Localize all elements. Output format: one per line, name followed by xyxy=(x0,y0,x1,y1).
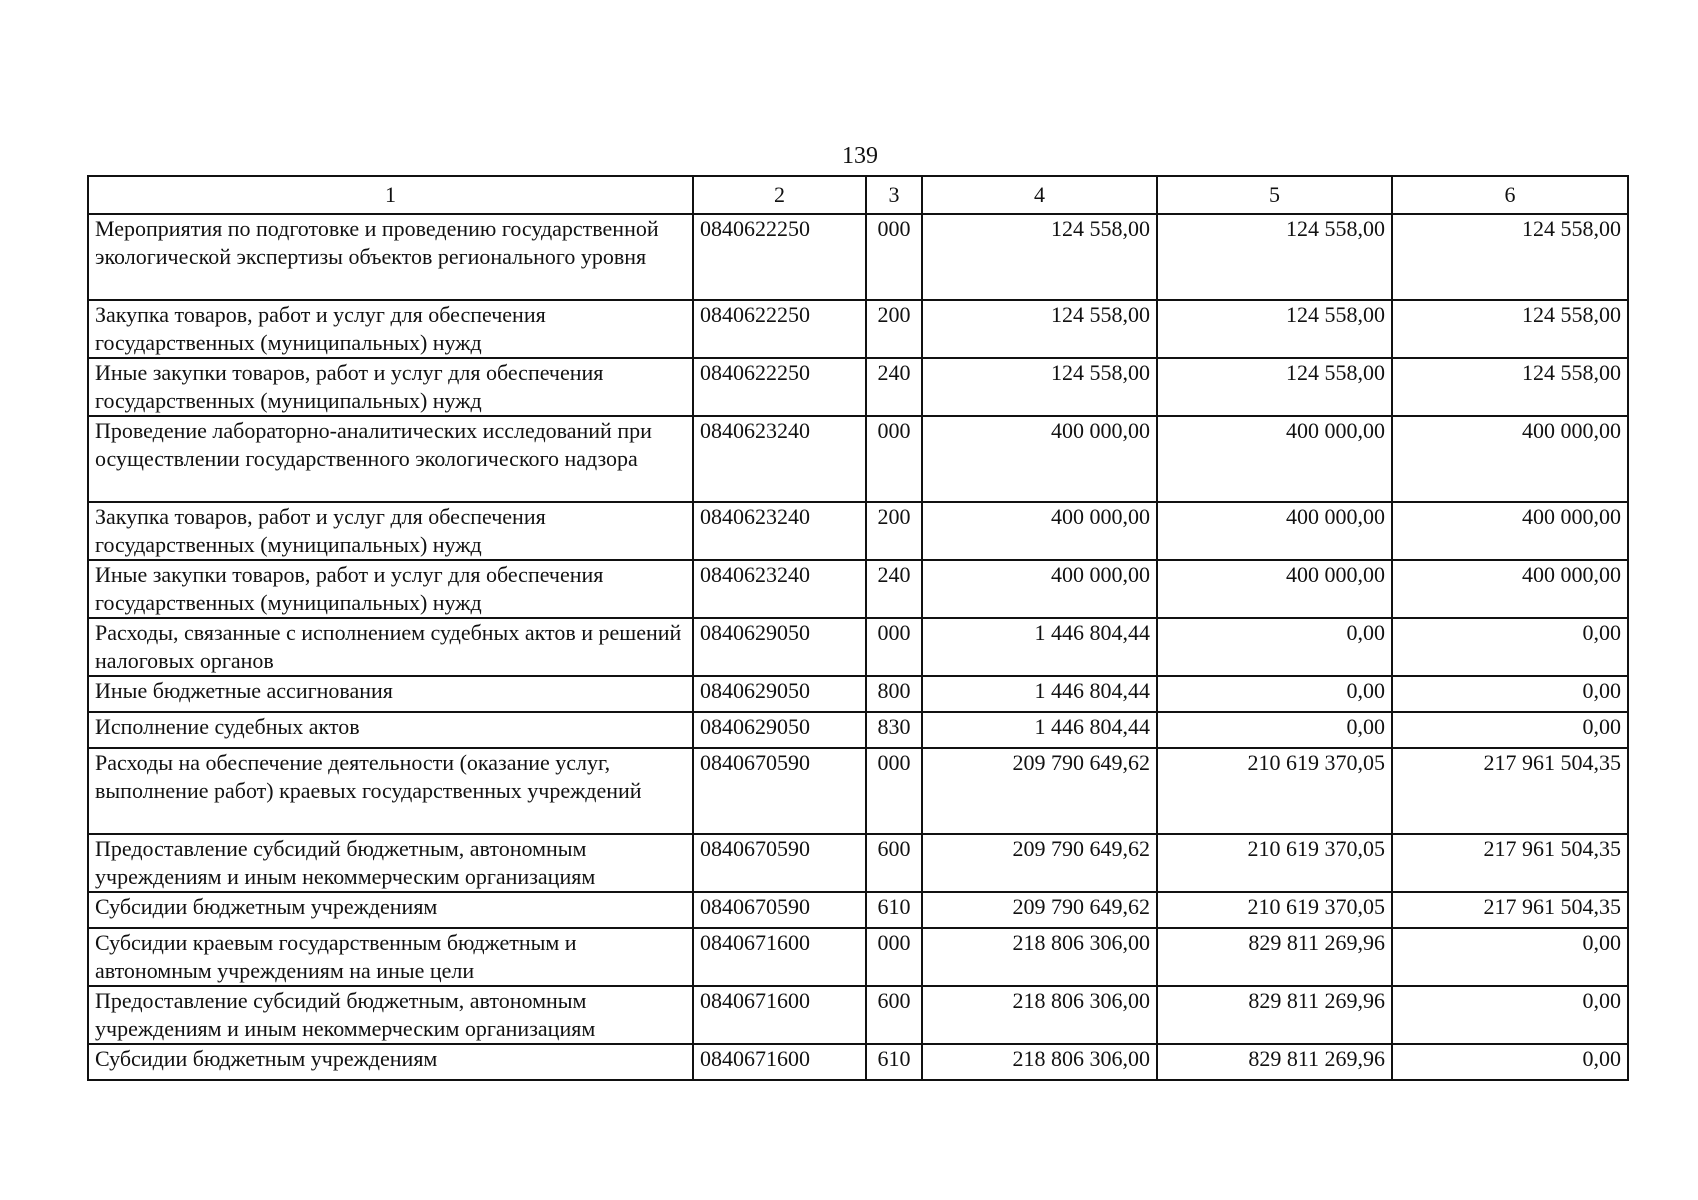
table-row xyxy=(88,416,1628,502)
row-name: Закупка товаров, работ и услуг для обеспечения государственных (муниципальных) нужд xyxy=(88,300,693,358)
row-expense-type: 800 xyxy=(866,676,922,712)
table-row xyxy=(88,928,1628,986)
row-amount-col6: 0,00 xyxy=(1392,618,1628,676)
row-amount-col4: 209 790 649,62 xyxy=(922,834,1157,892)
table-row xyxy=(88,358,1628,416)
row-expense-type: 000 xyxy=(866,618,922,676)
table-row xyxy=(88,712,1628,748)
row-expense-type: 240 xyxy=(866,560,922,618)
row-expense-type: 000 xyxy=(866,416,922,502)
row-amount-col5: 829 811 269,96 xyxy=(1157,986,1392,1044)
row-amount-col5: 210 619 370,05 xyxy=(1157,834,1392,892)
row-amount-col4: 218 806 306,00 xyxy=(922,1044,1157,1080)
row-expense-type: 200 xyxy=(866,300,922,358)
row-amount-col5: 0,00 xyxy=(1157,618,1392,676)
row-amount-col4: 209 790 649,62 xyxy=(922,748,1157,834)
row-name: Закупка товаров, работ и услуг для обеспечения государственных (муниципальных) нужд xyxy=(88,502,693,560)
row-amount-col4: 400 000,00 xyxy=(922,560,1157,618)
row-amount-col6: 400 000,00 xyxy=(1392,560,1628,618)
row-amount-col6: 217 961 504,35 xyxy=(1392,892,1628,928)
row-amount-col6: 0,00 xyxy=(1392,676,1628,712)
row-target-code: 0840670590 xyxy=(693,892,866,928)
row-amount-col4: 209 790 649,62 xyxy=(922,892,1157,928)
row-amount-col5: 124 558,00 xyxy=(1157,300,1392,358)
row-name: Мероприятия по подготовке и проведению государственной экологической экспертизы объектов регионального уровня xyxy=(88,214,693,300)
row-target-code: 0840622250 xyxy=(693,214,866,300)
row-target-code: 0840623240 xyxy=(693,502,866,560)
row-amount-col5: 124 558,00 xyxy=(1157,214,1392,300)
row-expense-type: 200 xyxy=(866,502,922,560)
row-target-code: 0840629050 xyxy=(693,712,866,748)
row-target-code: 0840623240 xyxy=(693,560,866,618)
row-name: Иные бюджетные ассигнования xyxy=(88,676,693,712)
row-target-code: 0840671600 xyxy=(693,986,866,1044)
row-amount-col5: 124 558,00 xyxy=(1157,358,1392,416)
row-amount-col6: 0,00 xyxy=(1392,712,1628,748)
row-amount-col4: 1 446 804,44 xyxy=(922,676,1157,712)
row-amount-col6: 0,00 xyxy=(1392,928,1628,986)
row-expense-type: 000 xyxy=(866,928,922,986)
row-target-code: 0840623240 xyxy=(693,416,866,502)
row-amount-col5: 210 619 370,05 xyxy=(1157,748,1392,834)
row-target-code: 0840670590 xyxy=(693,834,866,892)
row-amount-col4: 400 000,00 xyxy=(922,416,1157,502)
row-amount-col4: 1 446 804,44 xyxy=(922,618,1157,676)
row-name: Проведение лабораторно-аналитических исследований при осуществлении государственного экологического надзора xyxy=(88,416,693,502)
row-amount-col5: 0,00 xyxy=(1157,712,1392,748)
row-expense-type: 000 xyxy=(866,748,922,834)
row-amount-col6: 124 558,00 xyxy=(1392,358,1628,416)
row-name: Исполнение судебных актов xyxy=(88,712,693,748)
row-name: Предоставление субсидий бюджетным, автономным учреждениям и иным некоммерческим организациям xyxy=(88,986,693,1044)
row-amount-col5: 210 619 370,05 xyxy=(1157,892,1392,928)
header-cell-5: 5 xyxy=(1157,176,1392,214)
row-amount-col5: 0,00 xyxy=(1157,676,1392,712)
row-expense-type: 600 xyxy=(866,986,922,1044)
row-amount-col6: 217 961 504,35 xyxy=(1392,834,1628,892)
row-amount-col5: 400 000,00 xyxy=(1157,560,1392,618)
row-target-code: 0840671600 xyxy=(693,928,866,986)
row-target-code: 0840670590 xyxy=(693,748,866,834)
header-cell-3: 3 xyxy=(866,176,922,214)
header-cell-2: 2 xyxy=(693,176,866,214)
row-amount-col6: 0,00 xyxy=(1392,1044,1628,1080)
header-cell-1: 1 xyxy=(88,176,693,214)
table-row xyxy=(88,502,1628,560)
table-row xyxy=(88,986,1628,1044)
table-row xyxy=(88,618,1628,676)
row-amount-col4: 218 806 306,00 xyxy=(922,928,1157,986)
table-row xyxy=(88,300,1628,358)
row-name: Субсидии бюджетным учреждениям xyxy=(88,892,693,928)
row-target-code: 0840629050 xyxy=(693,618,866,676)
row-amount-col5: 400 000,00 xyxy=(1157,502,1392,560)
row-name: Иные закупки товаров, работ и услуг для обеспечения государственных (муниципальных) нужд xyxy=(88,358,693,416)
header-cell-4: 4 xyxy=(922,176,1157,214)
row-expense-type: 240 xyxy=(866,358,922,416)
table-row xyxy=(88,892,1628,928)
row-amount-col6: 0,00 xyxy=(1392,986,1628,1044)
row-amount-col5: 400 000,00 xyxy=(1157,416,1392,502)
header-cell-6: 6 xyxy=(1392,176,1628,214)
row-name: Субсидии краевым государственным бюджетным и автономным учреждениям на иные цели xyxy=(88,928,693,986)
row-expense-type: 610 xyxy=(866,1044,922,1080)
row-expense-type: 600 xyxy=(866,834,922,892)
row-expense-type: 610 xyxy=(866,892,922,928)
row-amount-col4: 400 000,00 xyxy=(922,502,1157,560)
row-amount-col6: 217 961 504,35 xyxy=(1392,748,1628,834)
page-number: 139 xyxy=(842,143,878,169)
row-amount-col6: 124 558,00 xyxy=(1392,300,1628,358)
header-row xyxy=(88,176,1628,214)
table-row xyxy=(88,560,1628,618)
table-row xyxy=(88,1044,1628,1080)
table-row xyxy=(88,834,1628,892)
row-target-code: 0840629050 xyxy=(693,676,866,712)
row-expense-type: 830 xyxy=(866,712,922,748)
row-amount-col4: 124 558,00 xyxy=(922,358,1157,416)
row-amount-col4: 124 558,00 xyxy=(922,214,1157,300)
row-target-code: 0840622250 xyxy=(693,300,866,358)
row-amount-col6: 400 000,00 xyxy=(1392,416,1628,502)
row-amount-col4: 1 446 804,44 xyxy=(922,712,1157,748)
row-name: Иные закупки товаров, работ и услуг для обеспечения государственных (муниципальных) нужд xyxy=(88,560,693,618)
row-expense-type: 000 xyxy=(866,214,922,300)
row-name: Расходы на обеспечение деятельности (оказание услуг, выполнение работ) краевых государственных учреждений xyxy=(88,748,693,834)
row-amount-col6: 400 000,00 xyxy=(1392,502,1628,560)
table-row xyxy=(88,214,1628,300)
row-amount-col5: 829 811 269,96 xyxy=(1157,928,1392,986)
budget-table xyxy=(87,175,1629,1081)
row-name: Расходы, связанные с исполнением судебных актов и решений налоговых органов xyxy=(88,618,693,676)
row-amount-col5: 829 811 269,96 xyxy=(1157,1044,1392,1080)
row-target-code: 0840622250 xyxy=(693,358,866,416)
table-row xyxy=(88,676,1628,712)
row-amount-col4: 124 558,00 xyxy=(922,300,1157,358)
row-target-code: 0840671600 xyxy=(693,1044,866,1080)
row-name: Субсидии бюджетным учреждениям xyxy=(88,1044,693,1080)
row-amount-col6: 124 558,00 xyxy=(1392,214,1628,300)
row-amount-col4: 218 806 306,00 xyxy=(922,986,1157,1044)
row-name: Предоставление субсидий бюджетным, автономным учреждениям и иным некоммерческим организациям xyxy=(88,834,693,892)
table-row xyxy=(88,748,1628,834)
